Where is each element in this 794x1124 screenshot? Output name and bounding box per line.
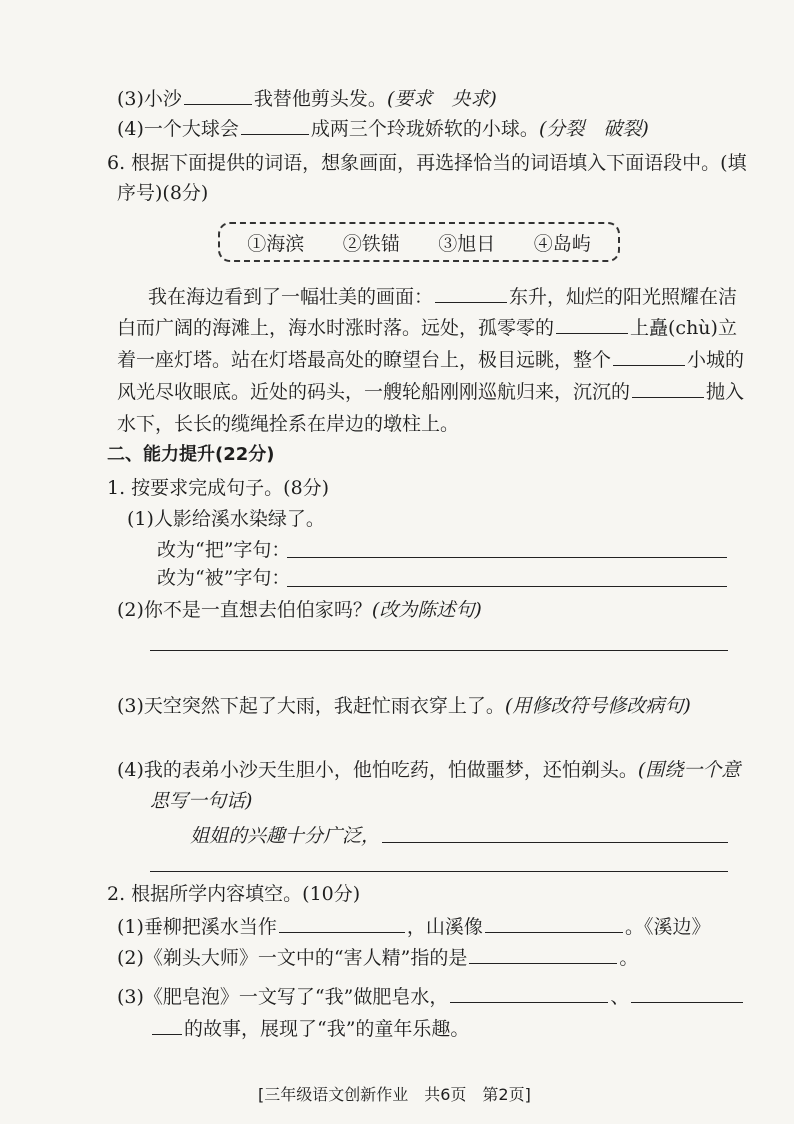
answer-blank[interactable] (631, 984, 743, 1003)
item-text: 。《溪边》 (624, 916, 711, 938)
para-text: 着一座灯塔。站在灯塔最高处的瞭望台上，极目远眺，整个 (117, 349, 612, 371)
option-1: ①海滨 (247, 232, 305, 255)
q1-sentence-1: (1)人影给溪水染绿了。 (127, 508, 325, 530)
q2-item-2 (117, 945, 638, 971)
item-text: (3)《肥皂泡》一文写了“我”做肥皂水， (117, 986, 449, 1008)
para-text: 小城的 (687, 349, 745, 371)
answer-blank[interactable] (279, 914, 405, 933)
instruction-note: (用修改符号修改病句) (504, 695, 691, 717)
q1-sentence-4 (117, 757, 740, 783)
instruction-note-cont: 思写一句话) (150, 790, 253, 812)
para-text: 抛入 (706, 381, 745, 403)
q5-item-3-text-pre: (3)小沙 (117, 88, 182, 110)
sentence-text: (3)天空突然下起了大雨，我赶忙雨衣穿上了。 (117, 695, 505, 717)
instruction-note: (围绕一个意 (637, 759, 741, 781)
bei-sentence-label: 改为“被”字句： (157, 567, 291, 589)
q2-item-1 (117, 914, 710, 940)
ba-sentence-label: 改为“把”字句： (157, 539, 291, 561)
answer-blank[interactable] (450, 984, 608, 1003)
page-footer: [三年级语文创新作业 共6页 第2页] (258, 1085, 531, 1104)
para-text: 白而广阔的海滩上，海水时涨时落。远处，孤零零的 (117, 317, 555, 339)
answer-blank[interactable] (632, 379, 704, 398)
answer-blank[interactable] (241, 116, 309, 135)
para-text: 上矗(chù)立 (630, 317, 737, 339)
q5-item-4-text-post: 成两三个玲珑娇软的小球。 (310, 118, 539, 140)
item-text: (1)垂柳把溪水当作 (117, 916, 277, 938)
answer-blank[interactable] (152, 1016, 182, 1035)
q1-s4-answer-line-1[interactable] (382, 842, 728, 843)
q6-title: 6. 根据下面提供的词语，想象画面，再选择恰当的词语填入下面语段中。(填 (107, 152, 747, 174)
item-text: 的故事，展现了“我”的童年乐趣。 (184, 1018, 470, 1040)
item-text: ，山溪像 (406, 916, 483, 938)
answer-blank[interactable] (469, 945, 617, 964)
q1-sentence-2 (117, 597, 482, 623)
q1-sentence-3 (117, 693, 691, 719)
option-2: ②铁锚 (342, 232, 400, 255)
q5-item-4-text-pre: (4)一个大球会 (117, 118, 239, 140)
q1-title: 1. 按要求完成句子。(8分) (107, 477, 330, 499)
answer-blank[interactable] (485, 914, 623, 933)
section-heading: 二、能力提升(22分) (107, 444, 275, 465)
q2-item-3 (117, 984, 745, 1010)
answer-blank[interactable] (556, 315, 628, 334)
sentence-text: (2)你不是一直想去伯伯家吗？ (117, 599, 372, 621)
para-text: 我在海边看到了一幅壮美的画面： (148, 286, 434, 308)
q6-para-line2 (117, 315, 737, 341)
ba-sentence-answer-line[interactable] (287, 557, 727, 558)
q1-s4-answer-line-2[interactable] (150, 871, 728, 872)
sentence-text: (4)我的表弟小沙天生胆小，他怕吃药，怕做噩梦，还怕剃头。 (117, 759, 638, 781)
word-options-box (218, 222, 620, 262)
q6-para-line4 (117, 379, 744, 405)
q6-para-line3 (117, 347, 744, 373)
answer-blank[interactable] (184, 86, 252, 105)
q1-s2-answer-line[interactable] (150, 650, 728, 651)
q2-item-3-cont (150, 1016, 469, 1042)
q6-title-cont: 序号)(8分) (117, 182, 209, 204)
item-text: 。 (619, 947, 639, 969)
option-4: ④岛屿 (533, 232, 591, 255)
q5-item-3-text-post: 我替他剪头发。 (253, 88, 387, 110)
bei-sentence-answer-line[interactable] (287, 586, 727, 587)
answer-blank[interactable] (435, 284, 507, 303)
para-text: 风光尽收眼底。近处的码头，一艘轮船刚刚巡航归来，沉沉的 (117, 381, 631, 403)
q2-title: 2. 根据所学内容填空。(10分) (107, 883, 361, 905)
q6-para-line1 (148, 284, 737, 310)
item-text: (2)《剃头大师》一文中的“害人精”指的是 (117, 947, 468, 969)
para-text: 东升，灿烂的阳光照耀在洁 (509, 286, 738, 308)
item-text: 、 (610, 986, 630, 1008)
q5-item-3 (117, 86, 497, 112)
q1-s4-answer-start: 姐姐的兴趣十分广泛， (190, 825, 381, 847)
q5-item-4-choices: (分裂 破裂) (538, 118, 649, 140)
q6-para-line5: 水下，长长的缆绳拴系在岸边的墩柱上。 (117, 413, 460, 435)
option-3: ③旭日 (438, 232, 496, 255)
answer-blank[interactable] (613, 347, 685, 366)
instruction-note: (改为陈述句) (371, 599, 482, 621)
q5-item-3-choices: (要求 央求) (386, 88, 497, 110)
q5-item-4 (117, 116, 649, 142)
